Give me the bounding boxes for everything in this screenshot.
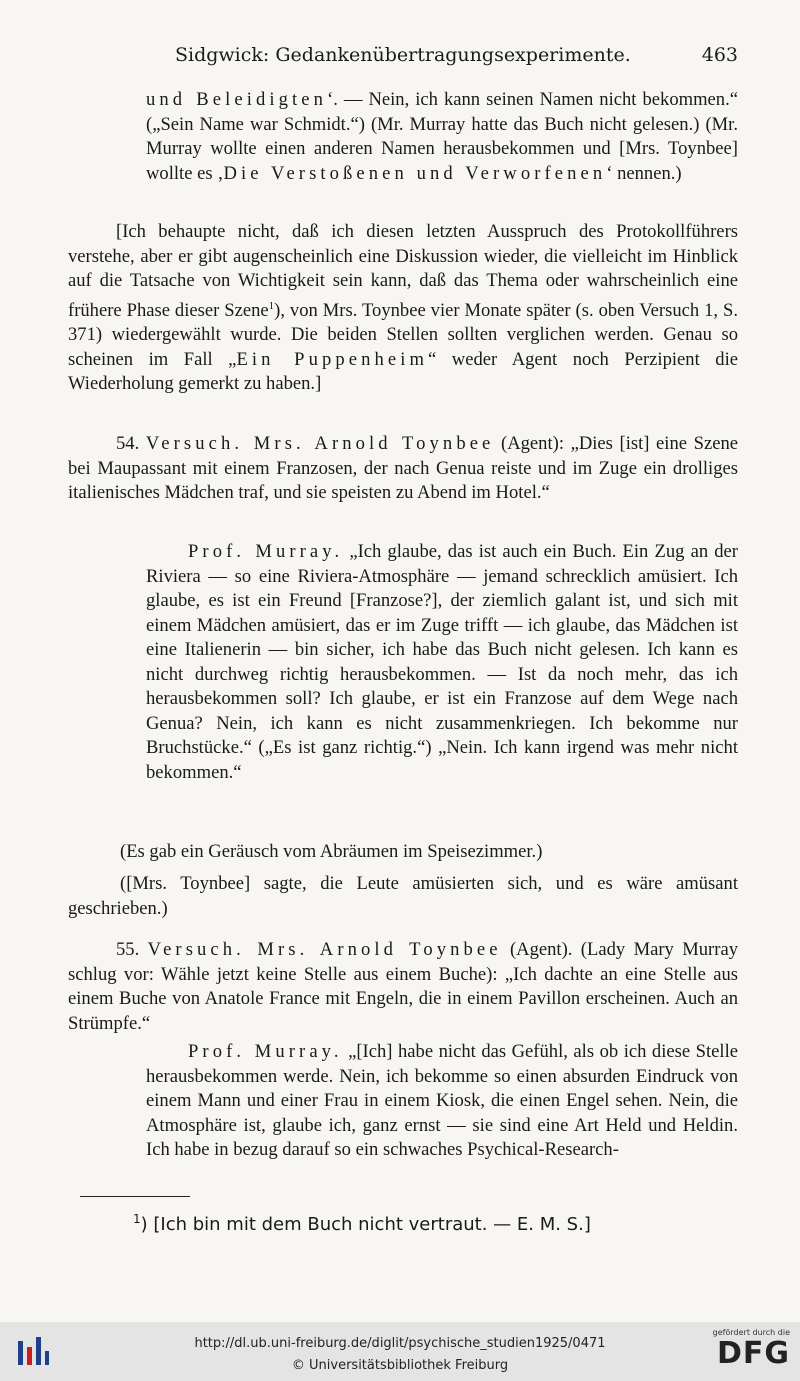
source-url[interactable]: http://dl.ub.uni-freiburg.de/diglit/psychische_studien1925/0471: [194, 1336, 606, 1351]
text-run: (Agent). (Lady Mary Murray schlug vor: Wähle jetzt keine Stelle aus einem Buche): „Ich dachte an eine Stelle aus einem Buche von Anatole France mit Engeln, die in einem Pavillon erscheinen. Auch an Strümpfe.“: [68, 939, 738, 1034]
spaced-title: und Beleidigten: [146, 89, 327, 110]
spaced-heading: Versuch. Mrs. Arnold Toynbee: [145, 433, 495, 454]
spaced-speaker: Prof. Murray.: [188, 1041, 343, 1062]
spaced-speaker: Prof. Murray.: [188, 541, 344, 562]
text-run: [Ich behaupte nicht, daß ich diesen letzten Ausspruch des Protokollführers verstehe, aber er gibt augenscheinlich eine Diskussion wieder, die vielleicht im Hinblick auf die Tatsache von Wichtigkeit sein kann, daß das Thema oder wahrscheinlich eine frühere Phase dieser Szene: [68, 221, 738, 321]
text-run: 55.: [116, 939, 148, 960]
text-run: (Agent): „Dies [ist] eine Szene bei Maupassant mit einem Franzosen, der nach Genua reiste und im Zuge ein drolliges italienisches Mädchen traf, und sie speisten zu Abend im Hotel.“: [68, 433, 738, 503]
text-run: „Ich glaube, das ist auch ein Buch. Ein Zug an der Riviera — so eine Riviera-Atmosphäre — jemand schrecklich amüsiert. Ich glaube, es ist ein Freund [Franzose?], der ziemlich galant ist, und sich mit einem Mädchen amüsiert, das er im Zuge trifft — ich glaube, das Mädchen ist eine Italienerin — bin sicher, ich habe das Buch nicht gelesen. Ich kann es nicht durchweg richtig herausbekommen. — Ist da noch mehr, das ich herausbekommen soll? Ich glaube, er ist ein Franzose auf dem Wege nach Genua? Nein, ich kann es nicht zusammenkriegen. Ich bekomme nur Bruchstücke.“ („Es ist ganz richtig.“) „Nein. Ich kann irgend was mehr nicht bekommen.“: [146, 541, 738, 783]
spaced-heading: Versuch. Mrs. Arnold Toynbee: [147, 939, 502, 960]
paragraph-4: [146, 540, 738, 785]
paragraph-7: [68, 938, 738, 1036]
spaced-title: Die Verstoßenen und Verworfenen: [223, 162, 607, 184]
footnote-rule: [80, 1196, 190, 1197]
text-run: ), von Mrs. Toynbee vier Monate später (s. oben Versuch 1, S. 371) wiedergewählt wurde. Die beiden Stellen sollten verglichen werden. Genau so scheinen im Fall „: [68, 299, 739, 370]
running-head: [0, 44, 800, 74]
running-title: Sidgwick: Gedankenübertragungsexperimente.: [175, 44, 631, 66]
copyright-notice: © Universitätsbibliothek Freiburg: [291, 1358, 509, 1373]
page-number: 463: [701, 44, 738, 66]
viewer-footer-bar: [0, 1322, 800, 1381]
dfg-logo-text: DFG: [716, 1336, 790, 1371]
text-run: ‘. — Nein, ich kann seinen Namen nicht bekommen.“ („Sein Name war Schmidt.“) (Mr. Murray hatte das Buch nicht gelesen.) (Mr. Murray wollte einen anderen Namen herausbekommen und [Mrs. Toynbee] wollte es ‚: [146, 89, 738, 184]
text-run: „[Ich] habe nicht das Gefühl, als ob ich diese Stelle herausbekommen werde. Nein, ich bekomme so einen absurden Eindruck von einem Mann und einer Frau in einem Kiosk, die einen Engel sehen. Nein, die Atmosphäre ist, glaube ich, ganz ernst — sie sind eine Art Held und Heldin. Ich habe in bezug darauf so ein schwaches Psychical-Research-: [146, 1041, 738, 1160]
text-run: ‘ nennen.): [606, 162, 682, 184]
footnote-marker: 1: [133, 1212, 141, 1226]
paragraph-1: [146, 88, 738, 186]
text-run: 54.: [116, 433, 146, 454]
footnote: [133, 1212, 591, 1235]
paragraph-2: [68, 220, 738, 397]
paragraph-3: [68, 432, 738, 506]
spaced-title: Ein Puppenheim: [236, 348, 429, 370]
text-run: “ weder Agent noch Perzipient die Wiederholung gemerkt zu haben.]: [68, 348, 738, 395]
dfg-tagline: gefördert durch die: [712, 1328, 790, 1337]
dfg-logo: [706, 1328, 790, 1376]
footnote-ref: 1: [268, 299, 275, 312]
paragraph-6: ([Mrs. Toynbee] sagte, die Leute amüsierten sich, und es wäre amüsant geschrieben.): [68, 873, 738, 919]
paragraph-8: [146, 1040, 738, 1163]
footnote-text: ) [Ich bin mit dem Buch nicht vertraut. — E. M. S.]: [140, 1214, 591, 1235]
paragraph-5: (Es gab ein Geräusch vom Abräumen im Speisezimmer.): [120, 841, 543, 862]
